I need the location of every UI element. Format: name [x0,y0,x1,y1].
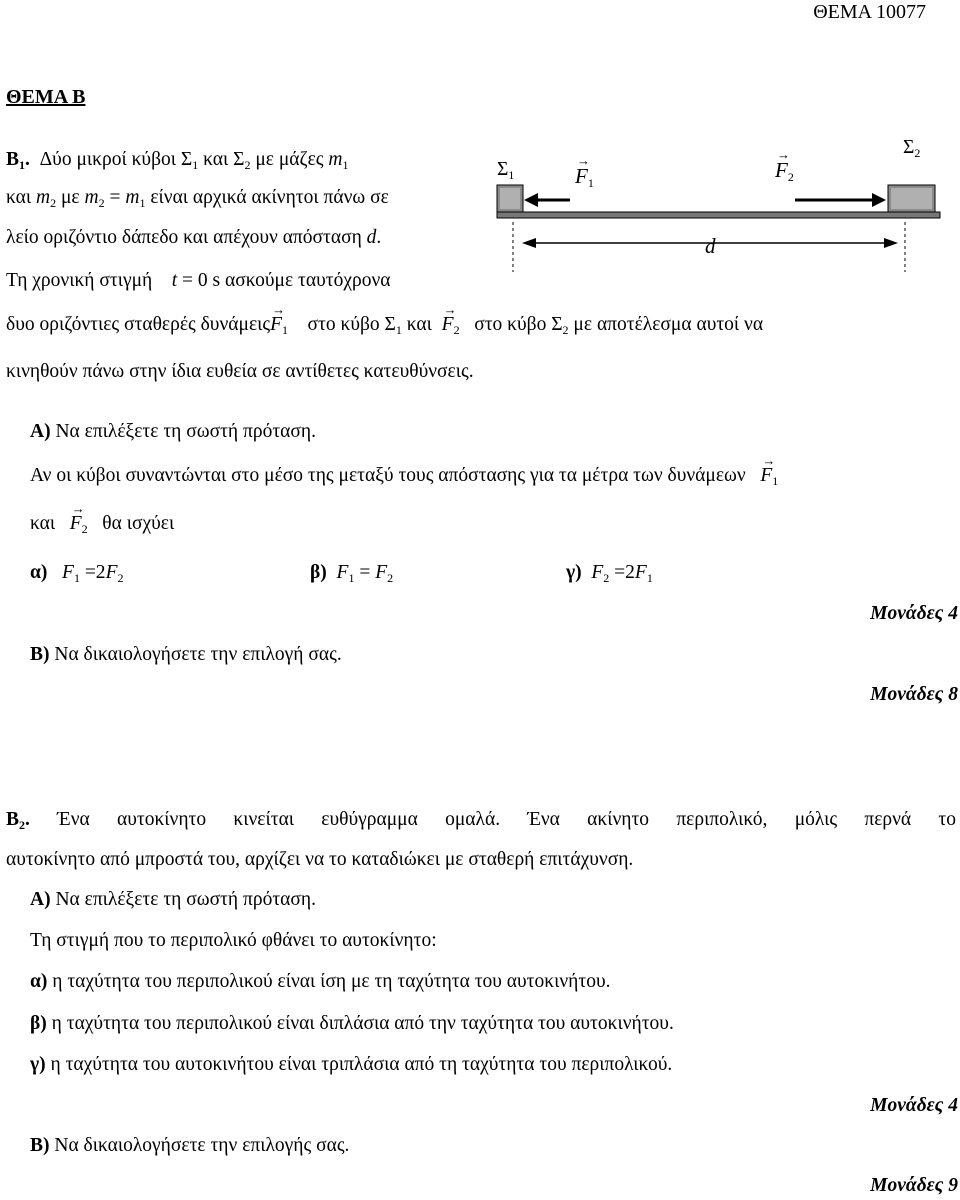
b2-partA-points: Μονάδες 4 [870,1095,958,1116]
figure-sigma1-label: $\Sigma_1$ [497,159,515,182]
cube-sigma1-face [500,188,520,209]
b1-partB-heading: Β) Να δικαιολογήσετε την επιλογή σας. [30,644,342,665]
floor-bar [497,212,940,218]
b1-intro-line1: $B_1$. Δύο μικροί κύβοι $\Sigma_1$ και $\Sigma_2$ με μάζες $m_1$ [6,149,349,172]
b2-partA-heading: Α) Να επιλέξετε τη σωστή πρόταση. [30,889,316,910]
b2-text-line2: αυτοκίνητο από μπροστά του, αρχίζει να το καταδιώκει με σταθερή επιτάχυνση. [6,849,634,870]
f1-arrowhead [524,193,538,207]
b2-option-c: γ) η ταχύτητα του αυτοκινήτου είναι τριπλάσια από τη ταχύτητα του περιπολικού. [30,1054,673,1075]
section-title: ΘΕΜΑ Β [6,86,86,108]
b1-partA-points: Μονάδες 4 [870,603,958,624]
b1-partA-question1: Αν οι κύβοι συναντώνται στο μέσο της μεταξύ τους απόστασης για τα μέτρα των $\delta\upsilon\nu ά\mu\varepsilon\omega\nu \to F_1$ [30,466,778,487]
b1-partA-heading: Α) Να επιλέξετε τη σωστή πρόταση. [30,421,316,442]
b1-option-c: γ) $F_2 =2F_1$ [566,562,653,585]
b2-partB-heading: Β) Να δικαιολογήσετε την επιλογής σας. [30,1135,350,1156]
figure-d-label: d [705,234,716,258]
b2-text-line1: $B_2$. Ένα αυτοκίνητο κινείται ευθύγραμμα ομαλά. Ένα ακίνητο περιπολικό, μόλις περνά το [6,809,957,832]
b2-option-b: β) η ταχύτητα του περιπολικού είναι διπλάσια από την ταχύτητα του αυτοκινήτου. [30,1013,674,1034]
b1-partB-points: Μονάδες 8 [870,684,958,705]
b1-option-a: α) $F_1 =2F_2$ [30,562,124,585]
b1-option-b: β) $F_1 = F_2$ [310,562,394,585]
b2-option-a: α) η ταχύτητα του περιπολικού είναι ίση με τη ταχύτητα του αυτοκινήτου. [30,971,611,992]
b1-intro-line4: Τη χρονική στιγμή t = 0 s ασκούμε ταυτόχρονα [6,270,391,291]
b1-intro-line3: λείο οριζόντιο δάπεδο και απέχουν απόσταση d. [6,227,382,248]
d-arrowhead-left [522,238,536,248]
b1-label: $B_1$. [6,149,30,172]
document-code: ΘΕΜΑ 10077 [813,1,926,23]
figure-f2-label: → $F_2$ [775,160,794,183]
f2-arrowhead [872,193,886,207]
figure-sigma2-label: $\Sigma_2$ [903,137,921,160]
b1-intro-line5: δυο οριζόντιες σταθερές $\delta\upsilon\nu ά\mu\varepsilon\iota\varsigma\to F_1$ στο κύβο $\Sigma_1$ $\kappa\alpha\iota \to F_2$ στο κύβο $\Sigma_2$ με αποτέλεσμα αυτοί να [6,315,763,336]
d-arrowhead-right [884,238,898,248]
b1-intro-line2: και $m_2$ με $m_2 = m_1$ είναι αρχικά ακίνητοι πάνω σε [6,187,389,210]
b1-partA-question2: $\kappa\alpha\iota \to F_2$ θα ισχύει [30,514,174,535]
figure-f1-label: → $F_1$ [575,166,594,189]
b2-partB-points: Μονάδες 9 [870,1175,958,1196]
b1-intro-line6: κινηθούν πάνω στην ίδια ευθεία σε αντίθετες κατευθύνσεις. [6,361,474,382]
b2-partA-question: Τη στιγμή που το περιπολικό φθάνει το αυτοκίνητο: [30,930,437,951]
cube-sigma2-face [891,188,932,209]
